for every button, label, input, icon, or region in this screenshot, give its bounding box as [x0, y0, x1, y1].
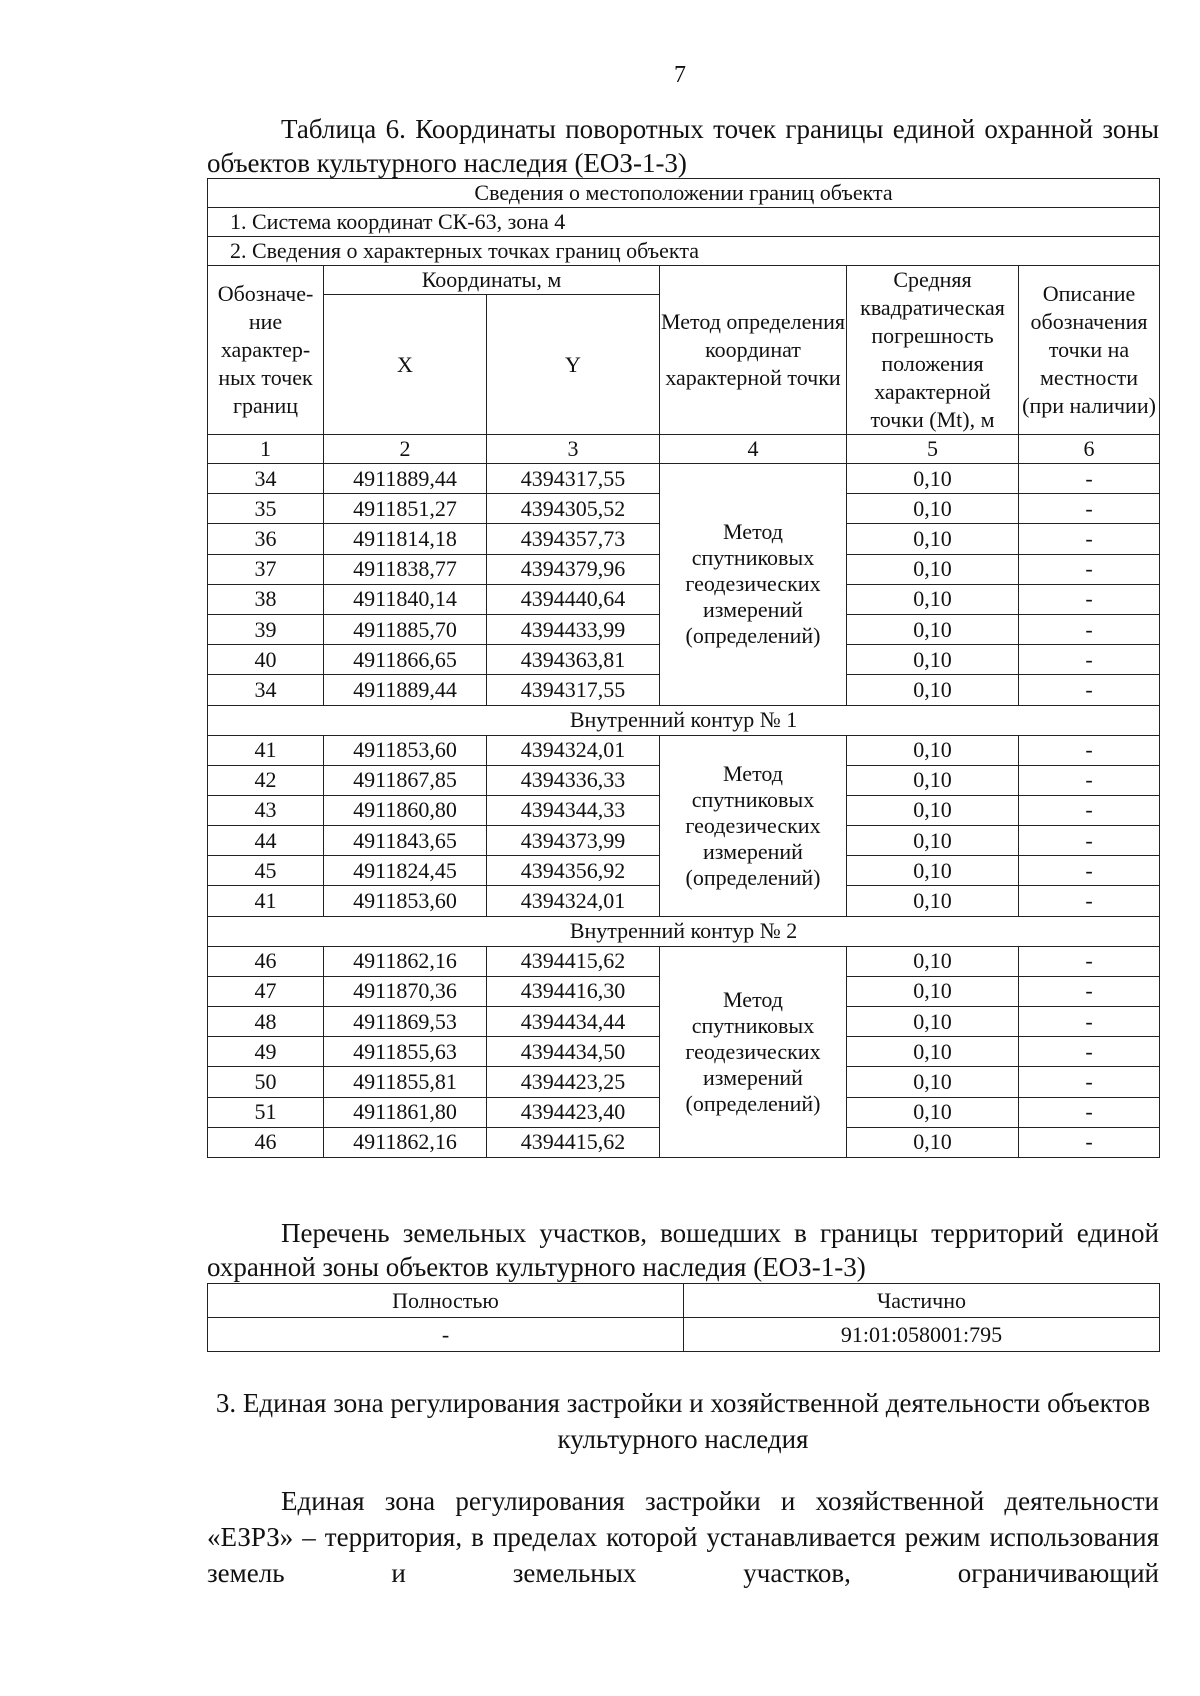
coord-y: 4394434,44	[487, 1007, 660, 1037]
col-coords: Координаты, м	[324, 266, 660, 295]
mt-value: 0,10	[847, 1067, 1019, 1097]
point-number: 37	[208, 554, 324, 584]
point-number: 34	[208, 675, 324, 705]
coord-x: 4911867,85	[324, 765, 487, 795]
coord-y: 4394324,01	[487, 886, 660, 916]
mt-value: 0,10	[847, 976, 1019, 1006]
mt-value: 0,10	[847, 765, 1019, 795]
col-number: 6	[1019, 435, 1160, 464]
full-value: -	[208, 1318, 684, 1352]
coord-x: 4911862,16	[324, 1127, 487, 1157]
header-system: 1. Система координат СК-63, зона 4	[208, 208, 1160, 237]
mt-value: 0,10	[847, 494, 1019, 524]
col-partial: Частично	[684, 1284, 1160, 1318]
mt-value: 0,10	[847, 1037, 1019, 1067]
col-x: X	[324, 295, 487, 435]
description: -	[1019, 464, 1160, 494]
point-number: 51	[208, 1097, 324, 1127]
method-cell: Метод спутниковых геодезических измерений (определений)	[660, 735, 847, 916]
table-6-title: Таблица 6. Координаты поворотных точек границы единой охранной зоны объектов культурного наследия (ЕОЗ-1-3)	[207, 114, 1159, 178]
point-number: 46	[208, 946, 324, 976]
col-error: Средняя квадратическая погрешность положения характерной точки (Mt), м	[847, 266, 1019, 435]
mt-value: 0,10	[847, 1127, 1019, 1157]
coord-y: 4394433,99	[487, 614, 660, 644]
section-3-paragraph: Единая зона регулирования застройки и хозяйственной деятельности «ЕЗРЗ» – территория, в пределах которой устанавливается режим использования земель и земельных участков, ограничивающий	[207, 1486, 1159, 1588]
coord-y: 4394363,81	[487, 645, 660, 675]
coord-y: 4394336,33	[487, 765, 660, 795]
description: -	[1019, 1067, 1160, 1097]
point-number: 36	[208, 524, 324, 554]
mt-value: 0,10	[847, 886, 1019, 916]
coord-y: 4394357,73	[487, 524, 660, 554]
description: -	[1019, 886, 1160, 916]
coord-x: 4911885,70	[324, 614, 487, 644]
page-number: 7	[674, 62, 686, 88]
contour-2-label: Внутренний контур № 2	[208, 916, 1160, 946]
header-main: Сведения о местоположении границ объекта	[208, 179, 1160, 208]
mt-value: 0,10	[847, 614, 1019, 644]
coord-x: 4911851,27	[324, 494, 487, 524]
mt-value: 0,10	[847, 1007, 1019, 1037]
coord-y: 4394356,92	[487, 856, 660, 886]
mt-value: 0,10	[847, 584, 1019, 614]
coord-y: 4394415,62	[487, 1127, 660, 1157]
method-cell: Метод спутниковых геодезических измерений (определений)	[660, 464, 847, 706]
table-row	[208, 946, 1160, 976]
description: -	[1019, 1007, 1160, 1037]
point-number: 43	[208, 795, 324, 825]
coord-x: 4911853,60	[324, 735, 487, 765]
description: -	[1019, 826, 1160, 856]
point-number: 41	[208, 886, 324, 916]
description: -	[1019, 584, 1160, 614]
coord-y: 4394317,55	[487, 675, 660, 705]
mt-value: 0,10	[847, 826, 1019, 856]
col-description: Описание обозначения точки на местности (при наличии)	[1019, 266, 1160, 435]
parcels-list-title: Перечень земельных участков, вошедших в границы территорий единой охранной зоны объектов культурного наследия (ЕОЗ-1-3)	[207, 1218, 1159, 1282]
point-number: 41	[208, 735, 324, 765]
col-number: 2	[324, 435, 487, 464]
description: -	[1019, 1037, 1160, 1067]
coord-x: 4911838,77	[324, 554, 487, 584]
coord-x: 4911866,65	[324, 645, 487, 675]
description: -	[1019, 795, 1160, 825]
description: -	[1019, 494, 1160, 524]
mt-value: 0,10	[847, 795, 1019, 825]
coord-x: 4911824,45	[324, 856, 487, 886]
coord-x: 4911870,36	[324, 976, 487, 1006]
coord-y: 4394317,55	[487, 464, 660, 494]
coord-x: 4911814,18	[324, 524, 487, 554]
coord-x: 4911855,63	[324, 1037, 487, 1067]
description: -	[1019, 645, 1160, 675]
coord-y: 4394434,50	[487, 1037, 660, 1067]
mt-value: 0,10	[847, 1097, 1019, 1127]
mt-value: 0,10	[847, 554, 1019, 584]
mt-value: 0,10	[847, 524, 1019, 554]
point-number: 39	[208, 614, 324, 644]
point-number: 35	[208, 494, 324, 524]
point-number: 48	[208, 1007, 324, 1037]
description: -	[1019, 554, 1160, 584]
coord-y: 4394415,62	[487, 946, 660, 976]
description: -	[1019, 524, 1160, 554]
mt-value: 0,10	[847, 645, 1019, 675]
col-y: Y	[487, 295, 660, 435]
coord-y: 4394416,30	[487, 976, 660, 1006]
partial-value: 91:01:058001:795	[684, 1318, 1160, 1352]
header-points: 2. Сведения о характерных точках границ объекта	[208, 237, 1160, 266]
coordinates-table	[207, 178, 1160, 1158]
point-number: 46	[208, 1127, 324, 1157]
description: -	[1019, 735, 1160, 765]
coord-x: 4911889,44	[324, 464, 487, 494]
col-number: 1	[208, 435, 324, 464]
coord-x: 4911853,60	[324, 886, 487, 916]
coord-y: 4394344,33	[487, 795, 660, 825]
description: -	[1019, 1127, 1160, 1157]
coord-x: 4911860,80	[324, 795, 487, 825]
coord-x: 4911843,65	[324, 826, 487, 856]
coord-y: 4394423,25	[487, 1067, 660, 1097]
col-full: Полностью	[208, 1284, 684, 1318]
description: -	[1019, 976, 1160, 1006]
coord-x: 4911861,80	[324, 1097, 487, 1127]
point-number: 44	[208, 826, 324, 856]
mt-value: 0,10	[847, 946, 1019, 976]
point-number: 38	[208, 584, 324, 614]
point-number: 50	[208, 1067, 324, 1097]
description: -	[1019, 765, 1160, 795]
coord-y: 4394379,96	[487, 554, 660, 584]
parcels-table	[207, 1283, 1160, 1352]
description: -	[1019, 946, 1160, 976]
coord-x: 4911840,14	[324, 584, 487, 614]
col-designation: Обозначе-ние характер-ных точек границ	[208, 266, 324, 435]
description: -	[1019, 1097, 1160, 1127]
mt-value: 0,10	[847, 464, 1019, 494]
point-number: 47	[208, 976, 324, 1006]
description: -	[1019, 856, 1160, 886]
coord-y: 4394440,64	[487, 584, 660, 614]
contour-1-label: Внутренний контур № 1	[208, 705, 1160, 735]
mt-value: 0,10	[847, 675, 1019, 705]
coord-x: 4911862,16	[324, 946, 487, 976]
method-cell: Метод спутниковых геодезических измерений (определений)	[660, 946, 847, 1157]
coord-x: 4911855,81	[324, 1067, 487, 1097]
coord-x: 4911869,53	[324, 1007, 487, 1037]
coord-y: 4394305,52	[487, 494, 660, 524]
description: -	[1019, 675, 1160, 705]
point-number: 42	[208, 765, 324, 795]
table-row	[208, 735, 1160, 765]
coord-y: 4394373,99	[487, 826, 660, 856]
table-row	[208, 464, 1160, 494]
coord-y: 4394324,01	[487, 735, 660, 765]
point-number: 34	[208, 464, 324, 494]
mt-value: 0,10	[847, 856, 1019, 886]
col-number: 5	[847, 435, 1019, 464]
col-number: 3	[487, 435, 660, 464]
description: -	[1019, 614, 1160, 644]
coord-y: 4394423,40	[487, 1097, 660, 1127]
point-number: 45	[208, 856, 324, 886]
coord-x: 4911889,44	[324, 675, 487, 705]
point-number: 49	[208, 1037, 324, 1067]
point-number: 40	[208, 645, 324, 675]
section-3-heading: 3. Единая зона регулирования застройки и хозяйственной деятельности объектов культурного наследия	[215, 1388, 1151, 1454]
col-number: 4	[660, 435, 847, 464]
col-method: Метод определения координат характерной точки	[660, 266, 847, 435]
mt-value: 0,10	[847, 735, 1019, 765]
